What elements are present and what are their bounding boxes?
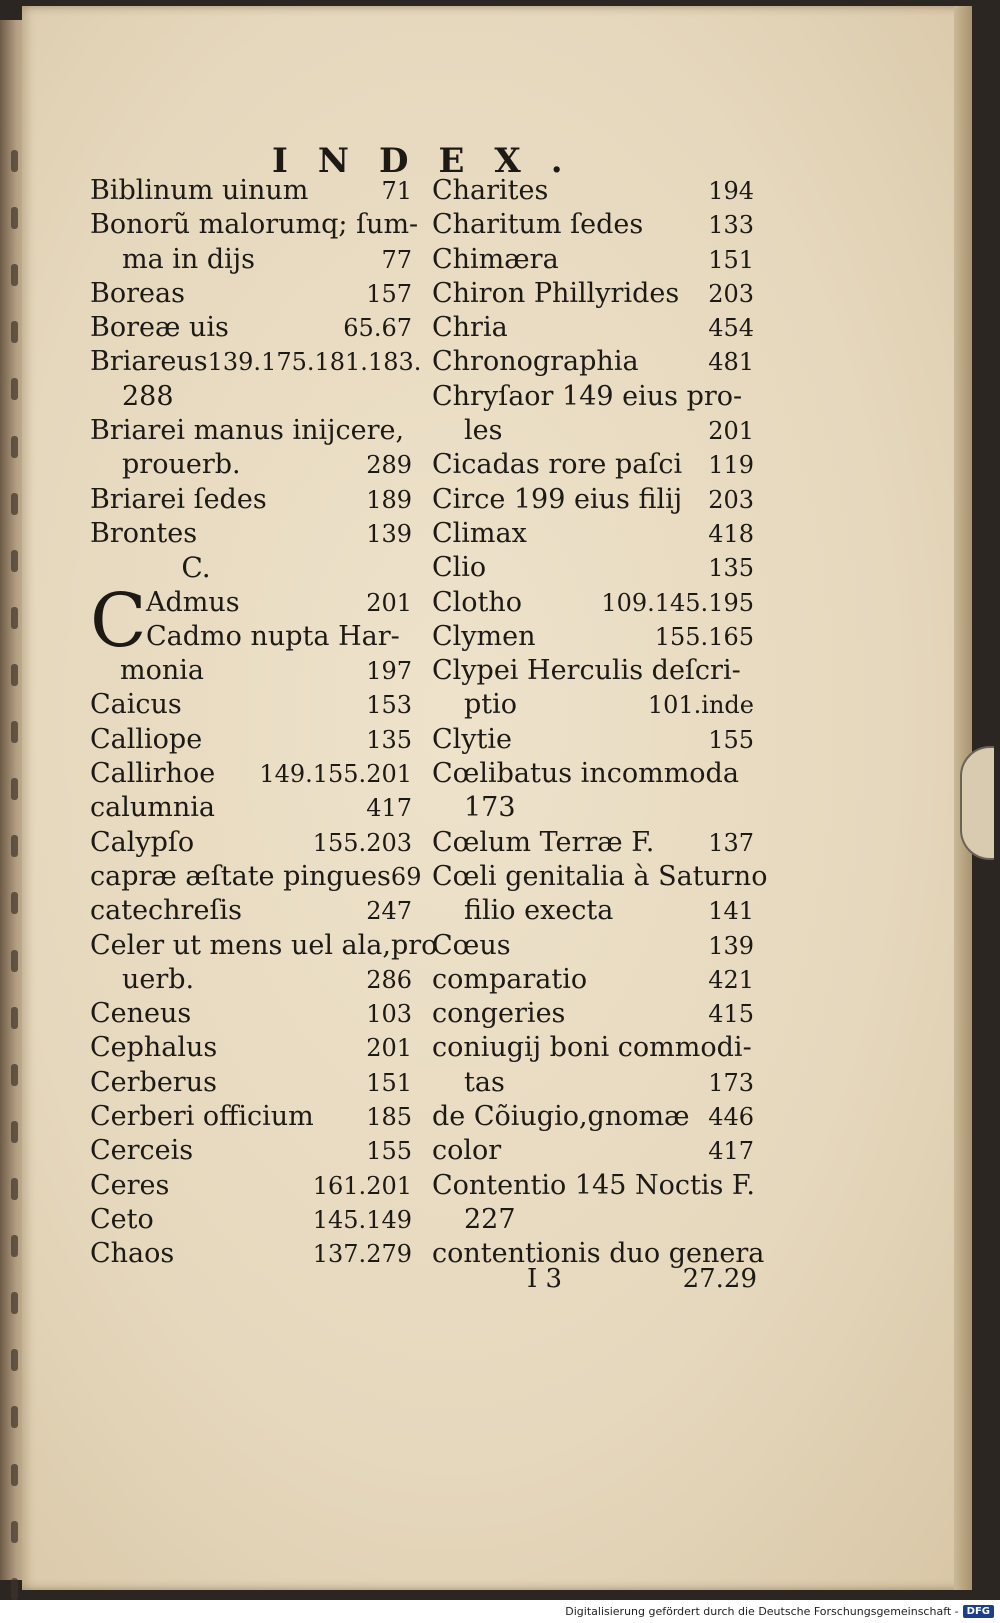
facing-page-bleed — [2, 150, 26, 1600]
entry-page-number: 201 — [708, 417, 754, 446]
entry-page-number: 481 — [708, 348, 754, 377]
entry-term: Chronographia — [432, 346, 639, 378]
entry-term: Clymen — [432, 620, 536, 652]
index-entry — [432, 757, 754, 791]
entry-page-number: 247 — [366, 897, 412, 926]
entry-term: Chiron Phillyrides — [432, 277, 680, 309]
entry-term: filio execta — [464, 895, 614, 927]
bleed-mark — [11, 150, 18, 172]
index-entry — [90, 243, 412, 277]
entry-page-number: 421 — [708, 965, 754, 994]
catchword — [527, 1264, 757, 1294]
index-entry — [90, 929, 438, 963]
bleed-mark — [11, 1121, 18, 1143]
entry-page-number: 201 — [366, 588, 412, 617]
entry-page-number: 417 — [366, 794, 412, 823]
bleed-mark — [11, 1521, 18, 1543]
entry-page-number: 65.67 — [343, 314, 412, 343]
index-entry — [90, 1237, 412, 1271]
entry-term: de Cõiugio,gnomæ — [432, 1101, 690, 1133]
index-entry — [90, 1100, 412, 1134]
index-entry — [90, 311, 412, 345]
bleed-mark — [11, 207, 18, 229]
index-entry — [432, 208, 754, 242]
bleed-mark — [11, 950, 18, 972]
entry-term: Cephalus — [90, 1032, 218, 1064]
entry-page-number: 141 — [708, 897, 754, 926]
index-entry — [432, 894, 754, 928]
bleed-mark — [11, 607, 18, 629]
index-entry — [432, 448, 754, 482]
left-column-c-entries — [90, 577, 438, 1272]
entry-term: Boreas — [90, 277, 185, 309]
entry-term: Brontes — [90, 517, 198, 549]
entry-term: Briarei ſedes — [90, 483, 267, 515]
entry-page-number: 109.145.195 — [601, 588, 754, 617]
entry-term: contentionis duo genera — [432, 1238, 765, 1270]
entry-page-number: 417 — [708, 1137, 754, 1166]
entry-term: Charites — [432, 175, 549, 206]
entry-term: Cœlum Terræ F. — [432, 826, 655, 858]
bleed-mark — [11, 550, 18, 572]
entry-term: Circe 199 eius filij — [432, 483, 683, 515]
entry-page-number: 203 — [708, 279, 754, 308]
entry-page-number: 194 — [708, 177, 754, 205]
bleed-mark — [11, 664, 18, 686]
index-entry — [432, 174, 754, 208]
index-entry — [90, 757, 412, 791]
entry-term: color — [432, 1135, 502, 1167]
entry-page-number: 201 — [366, 1034, 412, 1063]
index-entry — [90, 997, 412, 1031]
entry-page-number: 415 — [708, 1000, 754, 1029]
entry-term: comparatio — [432, 963, 588, 995]
entry-term: calumnia — [90, 792, 215, 824]
entry-term: ma in dijs — [122, 243, 256, 275]
index-entry — [432, 620, 754, 654]
entry-term: Calypſo — [90, 826, 195, 858]
index-entry — [432, 517, 754, 551]
index-entry — [90, 448, 412, 482]
index-entry — [432, 380, 754, 414]
book-page — [22, 6, 972, 1590]
index-entry — [90, 791, 412, 825]
entry-term: 288 — [122, 380, 174, 412]
entry-term: congeries — [432, 998, 566, 1030]
entry-term: Callirhoe — [90, 758, 216, 790]
page-header: INDEX. — [272, 141, 593, 181]
bleed-mark — [11, 1464, 18, 1486]
entry-term: 227 — [464, 1203, 516, 1235]
bleed-mark — [11, 892, 18, 914]
entry-term: Clotho — [432, 586, 523, 618]
index-entry — [432, 1134, 754, 1168]
entry-page-number: 197 — [366, 657, 412, 686]
entry-page-number: 155 — [708, 725, 754, 754]
entry-page-number: 133 — [708, 211, 754, 240]
entry-term: tas — [464, 1066, 505, 1098]
entry-term: Boreæ uis — [90, 312, 229, 344]
dfg-logo: DFG — [963, 1605, 994, 1618]
entry-page-number: 137.279 — [312, 1240, 412, 1269]
bleed-mark — [11, 1235, 18, 1257]
entry-page-number: 155.165 — [654, 622, 754, 651]
entry-term: catechreſis — [90, 895, 242, 927]
bleed-mark — [11, 835, 18, 857]
index-entry — [432, 1066, 754, 1100]
entry-term: Biblinum uinum — [90, 175, 309, 206]
entry-term: ptio — [464, 689, 518, 721]
footer-bar — [0, 1600, 1000, 1623]
index-entry — [432, 688, 754, 722]
entry-term: Cerberus — [90, 1066, 217, 1098]
entry-term: Chaos — [90, 1238, 175, 1270]
entry-term: Chryſaor 149 eius pro- — [432, 380, 743, 412]
index-entry — [90, 1134, 412, 1168]
entry-term: Chimæra — [432, 243, 559, 275]
bleed-mark — [11, 721, 18, 743]
index-entry — [432, 551, 754, 585]
index-entry — [90, 277, 412, 311]
left-column-b-entries — [90, 174, 422, 551]
bleed-mark — [11, 1406, 18, 1428]
page-tab — [960, 746, 994, 860]
index-entry — [90, 174, 412, 208]
index-entry — [432, 586, 754, 620]
index-entry — [90, 1066, 412, 1100]
entry-page-number: 161.201 — [312, 1171, 412, 1200]
entry-term: monia — [120, 655, 204, 687]
entry-page-number: 149.155.201 — [259, 760, 412, 789]
entry-page-number: 135 — [366, 725, 412, 754]
index-entry — [90, 380, 412, 414]
bleed-mark — [11, 1292, 18, 1314]
entry-term: Briareus — [90, 346, 208, 378]
entry-page-number: 155.203 — [312, 828, 412, 857]
entry-page-number: 71 — [381, 177, 412, 205]
entry-term: Calliope — [90, 723, 203, 755]
bleed-mark — [11, 493, 18, 515]
index-entry — [432, 929, 754, 963]
entry-page-number: 139 — [708, 931, 754, 960]
entry-term: capræ æſtate pingues — [90, 860, 391, 892]
entry-page-number: 103 — [366, 1000, 412, 1029]
entry-page-number: 155 — [366, 1137, 412, 1166]
entry-term: Bonorũ malorumq; ſum- — [90, 209, 419, 241]
entry-term: Celer ut mens uel ala,pro — [90, 929, 438, 961]
entry-page-number: 203 — [708, 485, 754, 514]
index-entry — [90, 414, 412, 448]
bleed-mark — [11, 1064, 18, 1086]
entry-term: Cicadas rore paſci — [432, 449, 683, 481]
entry-page-number: 145.149 — [312, 1205, 412, 1234]
index-entry — [432, 1100, 754, 1134]
entry-term: Briarei manus inijcere, — [90, 415, 405, 447]
index-entry — [432, 791, 754, 825]
entry-page-number: 151 — [708, 245, 754, 274]
bleed-mark — [11, 436, 18, 458]
entry-page-number: 189 — [366, 485, 412, 514]
entry-term: 173 — [464, 792, 516, 824]
entry-page-number: 139 — [366, 519, 412, 548]
entry-term: Clypei Herculis deſcri- — [432, 655, 741, 687]
entry-page-number: 185 — [366, 1103, 412, 1132]
entry-page-number: 173 — [708, 1068, 754, 1097]
index-entry — [90, 894, 412, 928]
bleed-mark — [11, 264, 18, 286]
entry-term: Cerceis — [90, 1135, 194, 1167]
entry-page-number: 77 — [381, 245, 412, 274]
entry-page-number: 157 — [366, 279, 412, 308]
entry-page-number: 69 — [390, 862, 422, 891]
entry-term: Charitum ſedes — [432, 209, 644, 241]
entry-term: Admus — [146, 586, 240, 618]
entry-term: Clytie — [432, 723, 513, 755]
catchword-number: 27.29 — [682, 1264, 757, 1294]
entry-page-number: 101.inde — [647, 691, 754, 720]
entry-term: prouerb. — [122, 449, 241, 481]
index-entry — [432, 1169, 754, 1203]
index-entry — [432, 997, 754, 1031]
index-entry — [90, 963, 412, 997]
entry-page-number: 119 — [708, 451, 754, 480]
index-entry — [432, 483, 754, 517]
entry-term: Caicus — [90, 689, 182, 721]
entry-term: uerb. — [122, 963, 195, 995]
entry-term: Cœus — [432, 929, 511, 961]
bleed-mark — [11, 1578, 18, 1600]
index-entry — [432, 243, 754, 277]
bleed-mark — [11, 778, 18, 800]
footer-credit: Digitalisierung gefördert durch die Deutsche Forschungsgemeinschaft - — [565, 1605, 959, 1618]
bleed-mark — [11, 1178, 18, 1200]
entry-term: Cerberi officium — [90, 1101, 314, 1133]
signature-mark: I 3 — [527, 1264, 563, 1294]
entry-page-number: 418 — [708, 519, 754, 548]
entry-page-number: 151 — [366, 1068, 412, 1097]
entry-term: Ceneus — [90, 998, 192, 1030]
entry-term: Cadmo nupta Har- — [146, 620, 400, 652]
entry-page-number: 153 — [366, 691, 412, 720]
entry-term: Contentio 145 Noctis F. — [432, 1169, 755, 1201]
index-entry — [432, 654, 754, 688]
index-entry — [432, 723, 754, 757]
entry-page-number: 137 — [708, 828, 754, 857]
index-entry — [90, 208, 419, 242]
entry-page-number: 286 — [366, 965, 412, 994]
index-entry — [432, 345, 754, 379]
entry-page-number: 139.175.181.183. — [207, 348, 422, 377]
index-entry — [432, 1031, 754, 1065]
bleed-mark — [11, 1007, 18, 1029]
entry-term: Ceres — [90, 1169, 170, 1201]
index-entry — [90, 826, 412, 860]
index-entry — [90, 345, 422, 379]
index-entry — [432, 1203, 754, 1237]
index-entry — [432, 963, 754, 997]
entry-term: Clio — [432, 552, 487, 584]
index-entry — [90, 688, 412, 722]
index-entry — [432, 414, 754, 448]
entry-page-number: 135 — [708, 554, 754, 583]
left-column — [90, 174, 438, 1272]
index-entry — [432, 826, 754, 860]
index-entry — [90, 723, 412, 757]
bleed-mark — [11, 321, 18, 343]
entry-term: coniugij boni commodi- — [432, 1032, 752, 1064]
entry-term: Ceto — [90, 1203, 154, 1235]
entry-term: Cœlibatus incommoda — [432, 758, 739, 790]
index-entry — [90, 517, 412, 551]
drop-cap-letter: C — [90, 577, 147, 664]
entry-term: Climax — [432, 517, 527, 549]
right-column — [432, 174, 768, 1272]
entry-term: les — [464, 415, 503, 447]
bleed-mark — [11, 378, 18, 400]
index-entry — [432, 277, 754, 311]
entry-term: Chria — [432, 312, 508, 344]
index-entry — [90, 1203, 412, 1237]
bleed-mark — [11, 1349, 18, 1371]
entry-page-number: 446 — [708, 1103, 754, 1132]
index-entry — [90, 1169, 412, 1203]
index-entry — [90, 1031, 412, 1065]
entry-page-number: 289 — [366, 451, 412, 480]
index-entry — [432, 311, 754, 345]
entry-term: Cœli genitalia à Saturno — [432, 860, 768, 892]
entry-page-number: 454 — [708, 314, 754, 343]
index-entry — [90, 483, 412, 517]
section-letter-c: C. — [181, 551, 211, 585]
index-entry — [432, 860, 768, 894]
index-entry — [90, 860, 422, 894]
